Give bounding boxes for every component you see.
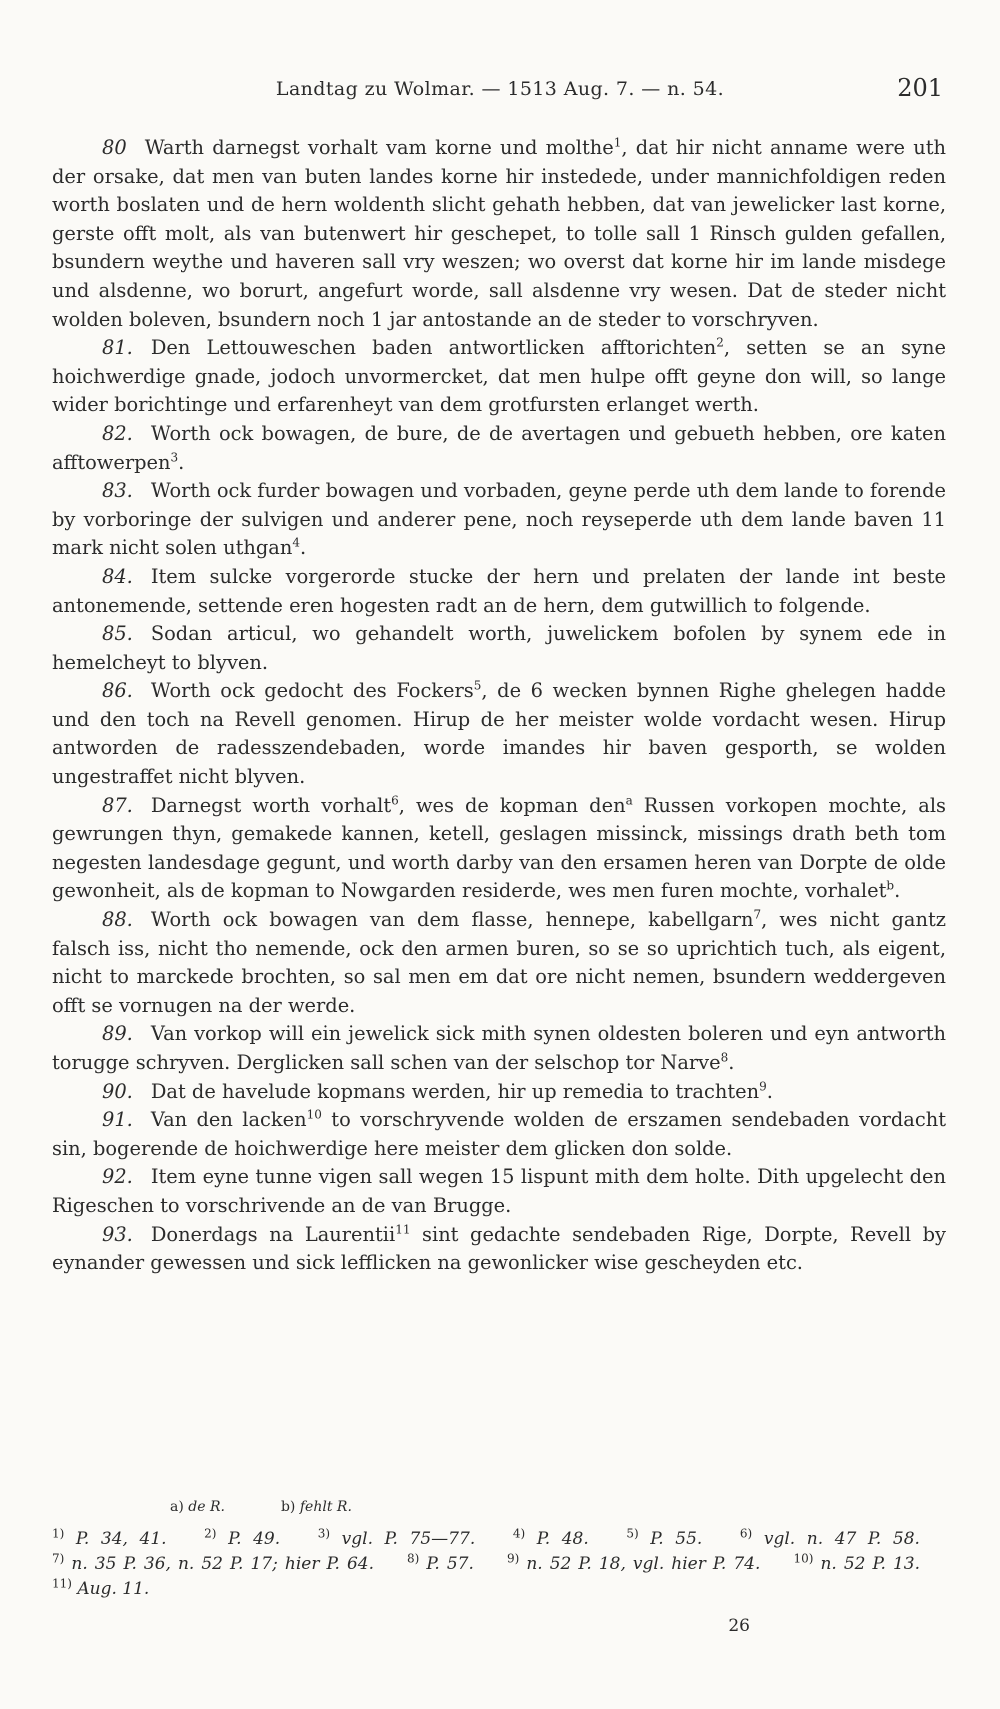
paragraph-text: .: [766, 1079, 773, 1103]
footnote: [512, 1526, 589, 1549]
paragraph: [52, 420, 946, 477]
paragraph-text: , wes de kopman den: [398, 793, 626, 817]
footnote-mark: 11): [52, 1576, 72, 1591]
paragraph-text: Worth ock gedocht des Fockers: [150, 679, 474, 703]
paragraph: [52, 906, 946, 1020]
paragraph-text: sint gedachte sendebaden Rige, Dorpte, Revell by eynander gewessen und sick lefflicken na gewonlicker wise gescheyden etc.: [52, 1222, 946, 1275]
paragraph-number: 89.: [102, 1022, 133, 1046]
paragraph-text: Worth ock bowagen, de bure, de de avertagen und gebueth hebben, ore katen afftowerpen: [52, 421, 946, 474]
textual-variants: [170, 1495, 946, 1520]
footnote-ref: 4: [292, 535, 300, 550]
variant-note: [281, 1499, 352, 1515]
footnote-mark: 1): [52, 1526, 65, 1541]
footnote: [52, 1551, 374, 1574]
footnote-text: n. 52 P. 18, vgl. hier P. 74.: [526, 1554, 761, 1574]
paragraph-text: Den Lettouweschen baden antwortlicken afftorichten: [150, 336, 717, 360]
paragraph: [52, 792, 946, 906]
footnote-mark: 8): [407, 1551, 420, 1566]
paragraph-number: 84.: [102, 564, 133, 588]
footnote-ref: 5: [473, 678, 482, 693]
footnote-mark: 10): [793, 1551, 814, 1566]
footnote-text: n. 35 P. 36, n. 52 P. 17; hier P. 64.: [71, 1554, 374, 1574]
variant-mark: a): [170, 1499, 184, 1515]
paragraph-text: Item eyne tunne vigen sall wegen 15 lispunt mith dem holte. Dith upgelecht den Rigeschen to vorschrivende an de van Brugge.: [52, 1165, 946, 1217]
footnote-ref: 9: [759, 1079, 767, 1094]
signature-mark: 26: [728, 1616, 750, 1636]
paragraph-number: 86.: [102, 679, 133, 703]
paragraph-text: Worth ock bowagen van dem flasse, hennepe, kabellgarn: [150, 908, 754, 932]
footnote-ref: 1: [613, 135, 622, 150]
paragraph-text: .: [894, 879, 901, 903]
footnote: [204, 1526, 281, 1549]
footnote: [52, 1576, 150, 1599]
paragraph-text: Sodan articul, wo gehandelt worth, juwelickem bofolen by synem ede in hemelcheyt to blyven.: [52, 622, 946, 674]
paragraph-text: , dat hir nicht anname were uth der orsake, dat men van buten landes korne hir instedede, under mannichfoldigen reden worth boslaten und de hern woldenth slicht gehath hebben, dat van jewelicker last korne, gerste offt molt, als van butenwert hir geschepet, to tolle sall 1 Rinsch gulden gefallen, bsundern weythe und haveren sall vry weszen; wo overst dat korne hir im lande misdege und alsdenne, wo borurt, angefurt worde, sall alsdenne vry wesen. Dat de steder nicht wolden boleven, bsundern noch 1 jar antostande an de steder to vorschryven.: [52, 136, 946, 331]
paragraph: [52, 334, 946, 420]
footnote-text: P. 57.: [426, 1554, 474, 1574]
footnote-mark: 5): [626, 1526, 639, 1541]
footnote: [739, 1526, 920, 1549]
footnote: [317, 1526, 476, 1549]
footnote-mark: 3): [317, 1526, 331, 1541]
footnote-ref: b: [886, 878, 895, 893]
page-number: 201: [897, 74, 943, 102]
paragraph-text: Warth darnegst vorhalt vam korne und molthe: [144, 136, 614, 159]
paragraph-text: Donerdags na Laurentii: [150, 1222, 396, 1246]
paragraph: [52, 677, 946, 791]
paragraph-number: 93.: [102, 1222, 133, 1246]
variant-mark: b): [280, 1499, 296, 1515]
paragraph: [52, 1163, 946, 1220]
footnote-ref: a: [625, 793, 633, 808]
footnote: [506, 1551, 761, 1574]
footnote-ref: 10: [306, 1107, 322, 1122]
paragraph-text: to vorschryvende wolden de erszamen sendebaden vordacht sin, bogerende de hoichwerdige here meister dem glicken don solde.: [52, 1108, 946, 1160]
paragraph: [52, 1106, 946, 1163]
footnote-ref: 8: [720, 1050, 729, 1065]
footnotes: [52, 1495, 946, 1602]
footnote-text: vgl. P. 75—77.: [341, 1529, 476, 1549]
footnote-text: P. 55.: [650, 1529, 703, 1549]
footnote-text: P. 49.: [228, 1529, 281, 1549]
paragraph-text: Van den lacken: [150, 1108, 307, 1132]
paragraph-text: Item sulcke vorgerorde stucke der hern und prelaten der lande int beste antonemende, settende eren hogesten radt an de hern, dem gutwillich to folgende.: [52, 564, 946, 617]
footnote-mark: 4): [512, 1526, 526, 1541]
footnote-text: vgl. n. 47 P. 58.: [763, 1529, 920, 1549]
footnote-mark: 6): [739, 1526, 753, 1541]
paragraph-text: .: [178, 450, 185, 474]
paragraph-text: Darnegst worth vorhalt: [150, 793, 392, 817]
footnote-text: P. 34, 41.: [75, 1529, 167, 1549]
footnote-list: [52, 1527, 946, 1602]
paragraph-number: 90.: [102, 1079, 133, 1103]
footnote: [626, 1526, 703, 1549]
paragraph-text: , setten se an syne hoichwerdige gnade, jodoch unvormercket, dat men hulpe offt geyne don will, so lange wider borichtinge und erfarenheyt van dem grotfursten erlanget werth.: [52, 336, 947, 417]
paragraph-number: 83.: [102, 479, 133, 503]
paragraph-text: Dat de havelude kopmans werden, hir up remedia to trachten: [150, 1079, 760, 1103]
paragraph: [52, 620, 946, 677]
variant-note: [170, 1499, 225, 1515]
footnote: [407, 1551, 474, 1574]
paragraph-text: , wes nicht gantz falsch iss, nicht tho nemende, ock den armen buren, so se so uprichtich tuch, als eigent, nicht to marckede brochten, so sal men em dat ore nicht nemen, bsundern weddergeven offt se vornugen na der werde.: [52, 908, 946, 1017]
paragraph-number: 87.: [102, 793, 133, 817]
paragraph-number: 88.: [102, 908, 133, 932]
paragraph-text: Worth ock furder bowagen und vorbaden, geyne perde uth dem lande to forende by vorboringe der sulvigen und anderer pene, noch reyseperde uth dem lande baven 11 mark nicht solen uthgan: [52, 479, 946, 560]
paragraph-text: Russen vorkopen mochte, als gewrungen thyn, gemakede kannen, ketell, geslagen missinck, missings drath beth tom negesten landesdage gegunt, und worth darby van den ersamen heren van Dorpte de olde gewonheit, als de kopman to Nowgarden residerde, wes men furen mochte, vorhalet: [52, 793, 946, 903]
paragraph-number: 82.: [102, 421, 133, 445]
footnote-text: Aug. 11.: [77, 1579, 150, 1599]
paragraph-text: Van vorkop will ein jewelick sick mith synen oldesten boleren und eyn antworth torugge schryven. Derglicken sall schen van der selschop tor Narve: [52, 1022, 946, 1074]
paragraph: [52, 134, 946, 334]
footnote-ref: 6: [391, 793, 399, 808]
running-head: Landtag zu Wolmar. — 1513 Aug. 7. — n. 54.: [275, 78, 725, 100]
page-header: [0, 72, 1000, 112]
paragraph-number: 81.: [102, 336, 133, 360]
footnote-mark: 9): [506, 1551, 520, 1566]
footnote-ref: 3: [170, 450, 179, 465]
paragraph-text: .: [728, 1051, 735, 1074]
variant-text: fehlt R.: [299, 1499, 352, 1515]
footnote-mark: 2): [204, 1526, 217, 1541]
paragraph-number: 91.: [102, 1108, 133, 1132]
paragraph-number: 80: [102, 136, 127, 159]
paragraph: [52, 1078, 946, 1107]
body-text: [52, 134, 946, 1278]
paragraph-number: 92.: [102, 1165, 133, 1189]
paragraph-text: .: [299, 536, 307, 560]
footnote-ref: 2: [716, 335, 724, 350]
paragraph: [52, 477, 946, 563]
footnote-ref: 11: [395, 1222, 411, 1237]
paragraph: [52, 1020, 946, 1077]
paragraph: [52, 1221, 946, 1278]
paragraph: [52, 563, 946, 620]
footnote-ref: 7: [753, 907, 762, 922]
footnote: [793, 1551, 921, 1574]
paragraph-number: 85.: [102, 622, 133, 646]
footnote-mark: 7): [52, 1551, 65, 1566]
paragraph-text: , de 6 wecken bynnen Righe ghelegen hadde und den toch na Revell genomen. Hirup de her meister wolde vordacht wesen. Hirup antworden de radesszendebaden, worde imandes hir baven gesporth, se wolden ungestraffet nicht blyven.: [52, 679, 946, 789]
variant-text: de R.: [188, 1499, 225, 1515]
footnote-text: n. 52 P. 13.: [820, 1554, 921, 1574]
footnote: [52, 1526, 167, 1549]
footnote-text: P. 48.: [536, 1529, 589, 1549]
